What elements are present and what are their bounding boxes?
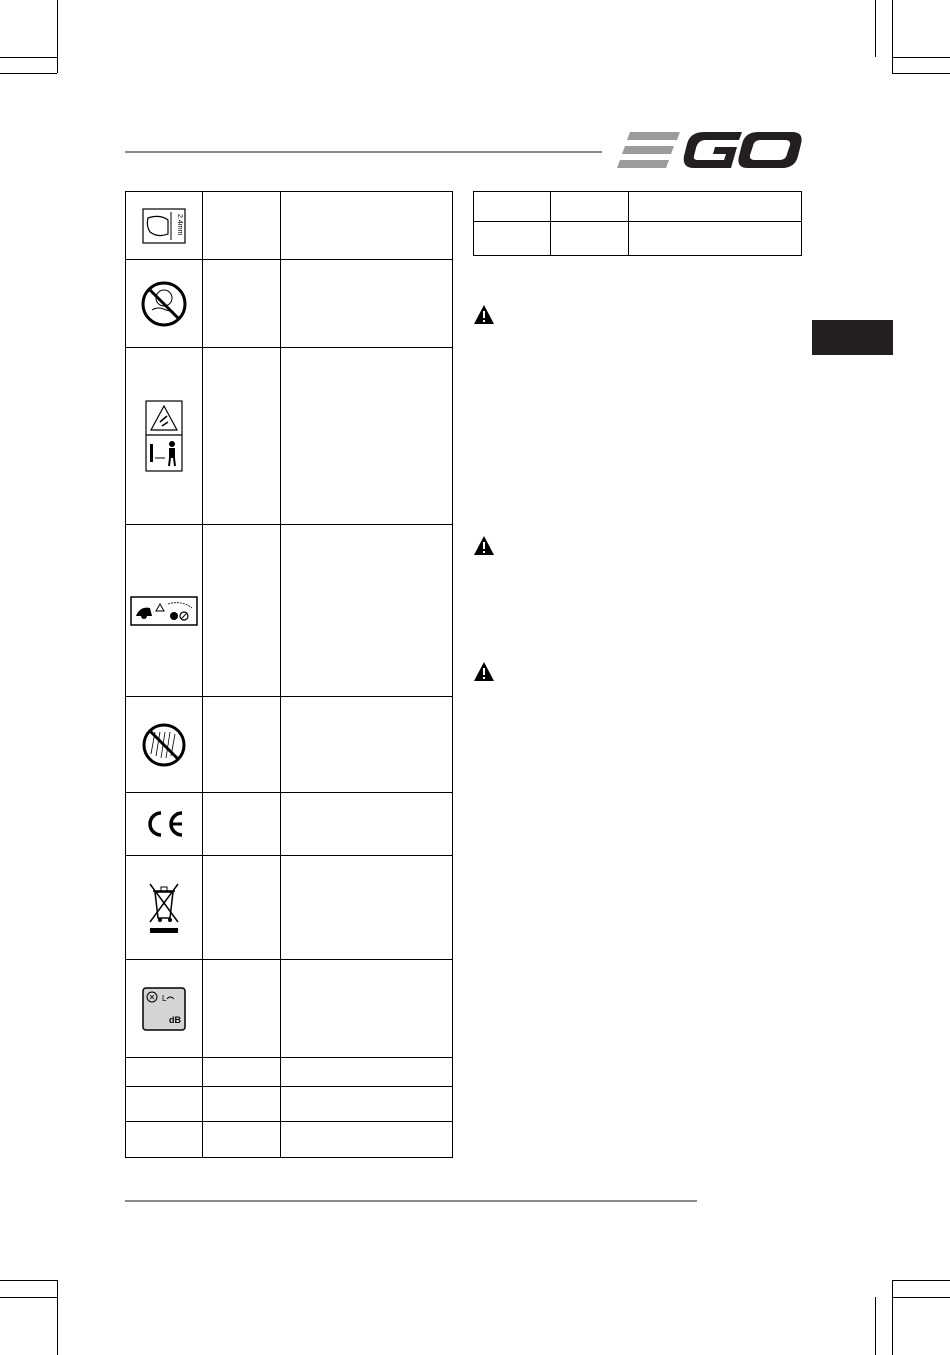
guard-warning-label-icon	[130, 596, 198, 626]
table-row	[126, 192, 453, 260]
symbol-cell	[126, 697, 203, 793]
header-rule	[125, 151, 602, 153]
warning-triangle-icon	[473, 661, 495, 683]
table-row	[126, 1122, 453, 1158]
symbol-description-cell	[281, 1087, 453, 1122]
table-row	[126, 697, 453, 793]
symbol-description-cell	[281, 1122, 453, 1158]
table-row	[126, 1087, 453, 1122]
symbol-name-cell	[203, 348, 281, 525]
crop-mark-bottom-left-horizontal	[0, 1280, 57, 1281]
table-row	[126, 260, 453, 348]
thrown-objects-bystander-warning-icon	[145, 400, 183, 472]
symbol-name-cell	[203, 793, 281, 856]
table-row	[126, 856, 453, 960]
table-cell	[629, 192, 802, 222]
table-row	[126, 960, 453, 1058]
crop-mark-bottom-right-horizontal-2	[892, 1297, 950, 1298]
symbol-cell	[126, 260, 203, 348]
warning-triangle-icon	[473, 304, 495, 326]
symbol-description-cell	[281, 260, 453, 348]
symbol-cell	[126, 1058, 203, 1087]
table-cell	[551, 192, 629, 222]
crop-mark-top-left-horizontal	[0, 57, 57, 58]
crop-mark-bottom-left-horizontal-2	[0, 1297, 57, 1298]
trimmer-line-diameter-icon	[142, 208, 186, 244]
symbol-description-cell	[281, 1058, 453, 1087]
table-cell	[551, 222, 629, 256]
crop-mark-bottom-right-vertical	[875, 1297, 876, 1355]
symbol-name-cell	[203, 960, 281, 1058]
symbol-cell	[126, 793, 203, 856]
symbol-cell	[126, 960, 203, 1058]
table-cell	[474, 222, 551, 256]
symbol-description-cell	[281, 856, 453, 960]
symbol-cell	[126, 1087, 203, 1122]
crop-mark-bottom-right-vertical-2	[892, 1280, 893, 1355]
table-row	[474, 222, 802, 256]
svg-text:dB: dB	[169, 1014, 181, 1025]
symbol-name-cell	[203, 697, 281, 793]
crop-mark-top-right-vertical	[875, 0, 876, 57]
sound-power-level-label-icon	[142, 987, 186, 1031]
crop-mark-top-left-inner-horizontal	[0, 73, 57, 74]
symbol-name-cell	[203, 525, 281, 697]
do-not-expose-to-rain-icon	[141, 722, 187, 768]
symbol-description-cell	[281, 192, 453, 260]
symbol-name-cell	[203, 1087, 281, 1122]
crop-mark-bottom-right-horizontal	[892, 1280, 950, 1281]
table-row	[126, 1058, 453, 1087]
symbol-cell	[126, 348, 203, 525]
symbol-name-cell	[203, 856, 281, 960]
symbol-description-cell	[281, 525, 453, 697]
symbol-cell	[126, 525, 203, 697]
symbol-description-cell	[281, 793, 453, 856]
symbols-table	[125, 191, 453, 1158]
weee-crossed-bin-icon	[146, 880, 182, 936]
table-cell	[474, 192, 551, 222]
warning-triangle-icon	[473, 535, 495, 557]
crop-mark-top-right-inner-horizontal	[892, 73, 950, 74]
svg-text:2.4mm: 2.4mm	[176, 213, 183, 235]
crop-mark-bottom-left-vertical	[57, 1280, 58, 1355]
table-row	[126, 525, 453, 697]
right-table	[473, 191, 802, 256]
table-row	[126, 348, 453, 525]
symbol-name-cell	[203, 1058, 281, 1087]
symbol-cell	[126, 1122, 203, 1158]
symbol-cell	[126, 192, 203, 260]
svg-text:L: L	[162, 993, 167, 1003]
symbol-description-cell	[281, 697, 453, 793]
symbol-cell	[126, 856, 203, 960]
crop-mark-top-right-vertical-2	[892, 0, 893, 73]
table-row	[474, 192, 802, 222]
symbol-name-cell	[203, 192, 281, 260]
crop-mark-top-right-horizontal	[892, 57, 950, 58]
no-metal-blade-icon	[140, 280, 188, 328]
crop-mark-top-left-vertical	[57, 0, 58, 73]
ce-mark-icon	[142, 809, 186, 839]
language-side-tab	[812, 320, 893, 355]
symbol-name-cell	[203, 260, 281, 348]
symbol-description-cell	[281, 348, 453, 525]
symbol-description-cell	[281, 960, 453, 1058]
footer-rule	[125, 1200, 697, 1202]
symbol-name-cell	[203, 1122, 281, 1158]
ego-logo	[616, 128, 802, 172]
table-cell	[629, 222, 802, 256]
table-row	[126, 793, 453, 856]
